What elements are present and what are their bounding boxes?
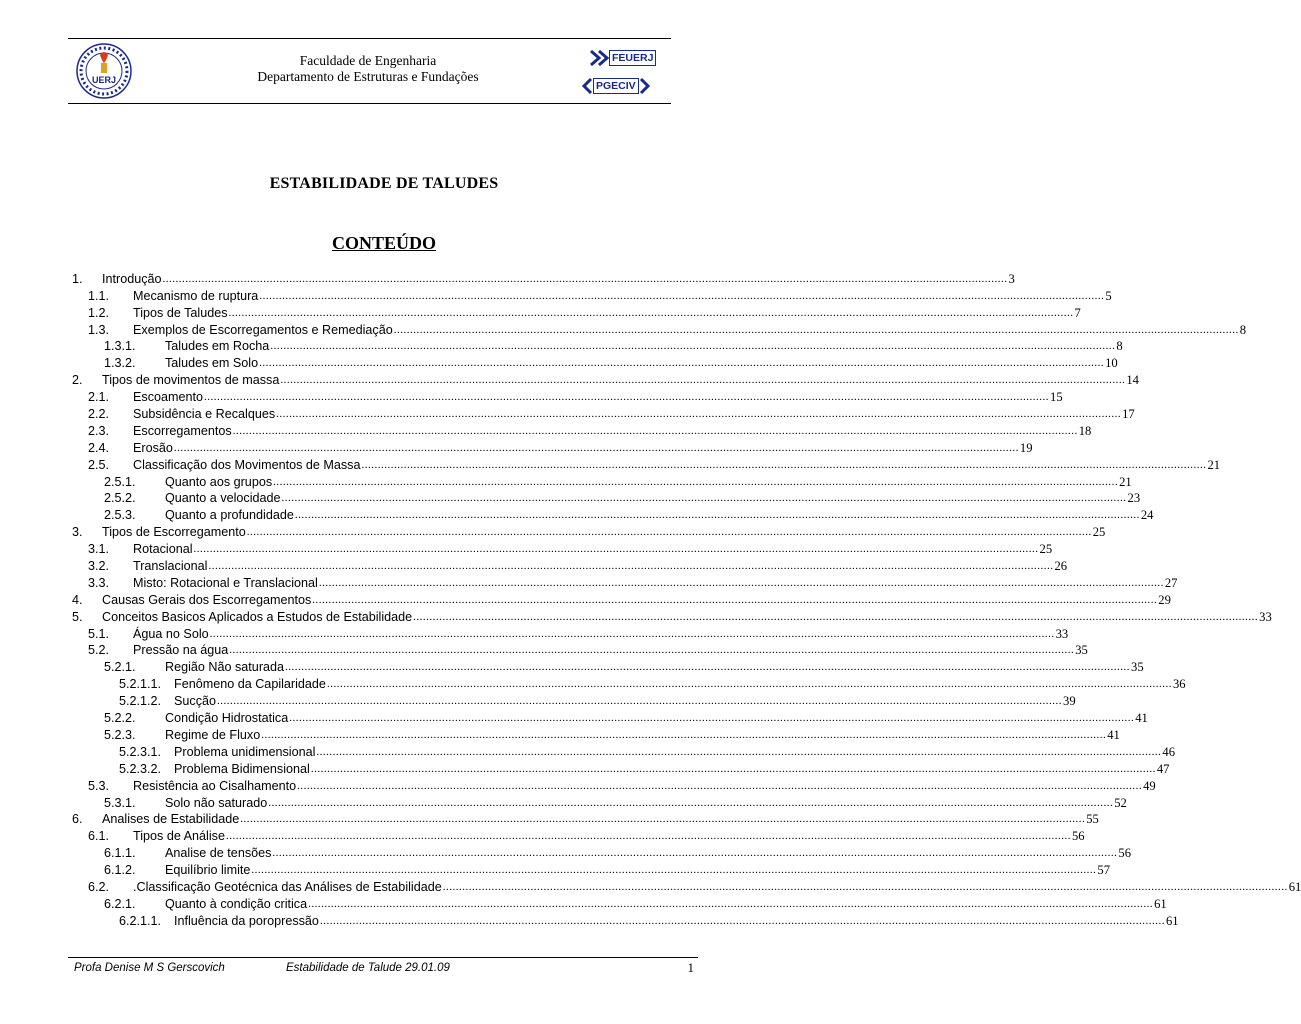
toc-dot-leader: .................................................................................................................................................................................................................................................................... <box>259 289 1105 302</box>
toc-entry-title: .Classificação Geotécnica das Análises de Estabilidade <box>133 879 442 894</box>
toc-dot-leader: .................................................................................................................................................................................................................................................................... <box>272 847 1118 860</box>
toc-entry-title: Causas Gerais dos Escorregamentos <box>102 592 312 607</box>
toc-entry-title: Quanto aos grupos <box>165 474 273 489</box>
toc-entry-number: 2.5. <box>88 457 110 472</box>
toc-entry-page: 8 <box>1116 339 1123 354</box>
toc-entry-title: Exemplos de Escorregamentos e Remediação <box>133 322 393 337</box>
toc-entry-page: 35 <box>1075 643 1088 658</box>
toc-entry-number: 1. <box>72 271 83 286</box>
toc-entry-number: 5.2.1.1. <box>119 677 162 692</box>
toc-entry[interactable] <box>72 642 1088 659</box>
toc-entry-title: Rotacional <box>133 542 193 557</box>
toc-entry[interactable] <box>72 338 1123 355</box>
page-footer <box>68 957 698 978</box>
toc-dot-leader: .................................................................................................................................................................................................................................................................... <box>281 492 1127 505</box>
pgeciv-label: PGECIV <box>593 78 639 94</box>
toc-entry-number: 5.2.1. <box>104 660 136 675</box>
toc-entry[interactable] <box>72 506 1154 523</box>
document-title: ESTABILIDADE DE TALUDES <box>269 175 499 192</box>
toc-entry[interactable] <box>72 574 1178 591</box>
toc-entry-page: 56 <box>1118 846 1132 861</box>
toc-dot-leader: .................................................................................................................................................................................................................................................................... <box>259 357 1105 370</box>
toc-entry-title: Influência da poropressão <box>174 913 319 928</box>
toc-entry[interactable] <box>72 794 1127 811</box>
toc-entry-page: 23 <box>1127 491 1141 506</box>
toc-dot-leader: .................................................................................................................................................................................................................................................................... <box>393 323 1239 336</box>
toc-entry-title: Quanto à condição critica <box>165 896 308 911</box>
toc-dot-leader: .................................................................................................................................................................................................................................................................... <box>193 543 1039 556</box>
toc-entry-number: 2.5.3. <box>104 508 136 523</box>
pgeciv-logo <box>581 75 651 97</box>
toc-entry[interactable] <box>72 844 1132 861</box>
toc-entry-page: 33 <box>1259 609 1272 624</box>
toc-entry-page: 27 <box>1164 575 1178 590</box>
toc-entry-page: 24 <box>1140 508 1154 523</box>
feuerj-logo <box>589 47 656 69</box>
toc-entry-page: 7 <box>1074 305 1081 320</box>
toc-entry-page: 41 <box>1135 711 1148 726</box>
toc-entry-number: 6.1. <box>88 829 110 844</box>
toc-entry-page: 3 <box>1008 271 1015 286</box>
toc-entry-page: 39 <box>1063 694 1076 709</box>
toc-entry-title: Tipos de Taludes <box>133 305 228 320</box>
toc-entry-title: Taludes em Rocha <box>165 339 270 354</box>
toc-entry[interactable] <box>72 523 1106 540</box>
toc-dot-leader: .................................................................................................................................................................................................................................................................... <box>261 728 1107 741</box>
toc-entry-number: 6.2.1.1. <box>119 913 162 928</box>
toc-entry-page: 26 <box>1054 559 1068 574</box>
toc-entry-page: 55 <box>1086 812 1099 827</box>
toc-entry-number: 3.2. <box>88 559 110 574</box>
toc-entry-number: 1.3.2. <box>104 356 136 371</box>
toc-entry-page: 25 <box>1039 542 1053 557</box>
toc-entry-page: 25 <box>1092 525 1106 540</box>
toc-dot-leader: .................................................................................................................................................................................................................................................................... <box>268 796 1114 809</box>
toc-entry[interactable] <box>72 895 1167 912</box>
toc-entry-title: Quanto a velocidade <box>165 491 281 506</box>
toc-entry-title: Problema unidimensional <box>174 744 316 759</box>
toc-entry-page: 46 <box>1162 744 1176 759</box>
toc-entry-number: 6.1.2. <box>104 863 136 878</box>
toc-entry-number: 6.2. <box>88 879 110 894</box>
toc-dot-leader: .................................................................................................................................................................................................................................................................... <box>228 306 1074 319</box>
toc-entry-number: 1.3.1. <box>104 339 136 354</box>
toc-entry-title: Tipos de movimentos de massa <box>102 373 280 388</box>
toc-entry-title: Problema Bidimensional <box>174 761 310 776</box>
toc-entry[interactable] <box>72 878 1301 895</box>
toc-entry[interactable] <box>72 388 1063 405</box>
toc-dot-leader: .................................................................................................................................................................................................................................................................... <box>285 661 1131 674</box>
toc-entry-number: 5.2.3.2. <box>119 761 162 776</box>
toc-entry-number: 6. <box>72 812 83 827</box>
toc-entry[interactable] <box>72 371 1139 388</box>
toc-entry-number: 3.3. <box>88 575 110 590</box>
svg-text:UERJ: UERJ <box>91 75 117 85</box>
toc-entry-page: 18 <box>1078 423 1092 438</box>
toc-entry-page: 41 <box>1107 727 1120 742</box>
toc-entry-page: 17 <box>1122 407 1135 422</box>
toc-entry-title: Pressão na água <box>133 643 229 658</box>
toc-entry-number: 1.1. <box>88 288 110 303</box>
toc-entry[interactable] <box>72 270 1015 287</box>
toc-entry[interactable] <box>72 861 1110 878</box>
toc-entry[interactable] <box>72 321 1246 338</box>
uerj-seal-logo <box>68 41 138 101</box>
toc-dot-leader: .................................................................................................................................................................................................................................................................... <box>310 762 1156 775</box>
toc-entry-page: 36 <box>1172 677 1186 692</box>
toc-dot-leader: .................................................................................................................................................................................................................................................................... <box>229 644 1075 657</box>
toc-entry[interactable] <box>72 304 1081 321</box>
toc-entry-title: Condição Hidrostatica <box>165 711 289 726</box>
toc-entry-number: 2.4. <box>88 440 110 455</box>
toc-entry[interactable] <box>72 692 1076 709</box>
toc-dot-leader: .................................................................................................................................................................................................................................................................... <box>173 441 1019 454</box>
toc-entry-number: 2. <box>72 373 83 388</box>
toc-entry-title: Resistência ao Cisalhamento <box>133 778 297 793</box>
toc-entry-number: 2.5.2. <box>104 491 136 506</box>
toc-entry-title: Solo não saturado <box>165 795 268 810</box>
toc-entry[interactable] <box>72 354 1118 371</box>
toc-entry-number: 1.3. <box>88 322 110 337</box>
table-of-contents <box>72 270 1301 929</box>
toc-entry[interactable] <box>72 709 1148 726</box>
toc-entry-page: 33 <box>1055 626 1069 641</box>
toc-entry[interactable] <box>72 405 1135 422</box>
toc-entry-number: 1.2. <box>88 305 110 320</box>
toc-entry-title: Introdução <box>102 271 162 286</box>
toc-entry-page: 5 <box>1105 288 1112 303</box>
toc-entry-title: Analises de Estabilidade <box>102 812 240 827</box>
toc-entry-number: 2.5.1. <box>104 474 136 489</box>
toc-entry[interactable] <box>72 439 1033 456</box>
toc-entry-title: Escoamento <box>133 390 204 405</box>
toc-entry-number: 4. <box>72 592 83 607</box>
toc-entry-title: Erosão <box>133 440 173 455</box>
toc-entry[interactable] <box>72 827 1085 844</box>
toc-entry-page: 8 <box>1239 322 1246 337</box>
toc-dot-leader: .................................................................................................................................................................................................................................................................... <box>318 576 1164 589</box>
toc-entry-title: Analise de tensões <box>165 846 272 861</box>
toc-entry-title: Subsidência e Recalques <box>133 407 276 422</box>
toc-entry-title: Água no Solo <box>133 626 209 641</box>
toc-entry[interactable] <box>72 726 1120 743</box>
toc-dot-leader: .................................................................................................................................................................................................................................................................... <box>251 864 1097 877</box>
toc-entry[interactable] <box>72 811 1099 828</box>
toc-dot-leader: .................................................................................................................................................................................................................................................................... <box>208 560 1054 573</box>
toc-entry[interactable] <box>72 912 1179 929</box>
toc-dot-leader: .................................................................................................................................................................................................................................................................... <box>289 712 1135 725</box>
toc-entry-number: 2.1. <box>88 390 110 405</box>
toc-entry-number: 5. <box>72 609 83 624</box>
footer-author: Profa Denise M S Gerscovich <box>74 962 225 974</box>
toc-entry[interactable] <box>72 540 1053 557</box>
toc-dot-leader: .................................................................................................................................................................................................................................................................... <box>442 880 1288 893</box>
toc-dot-leader: .................................................................................................................................................................................................................................................................... <box>204 391 1050 404</box>
toc-entry[interactable] <box>72 287 1112 304</box>
toc-entry[interactable] <box>72 760 1170 777</box>
toc-entry-number: 5.2.3. <box>104 727 136 742</box>
toc-entry-page: 10 <box>1105 356 1118 371</box>
toc-entry-page: 61 <box>1165 913 1179 928</box>
toc-entry[interactable] <box>72 557 1068 574</box>
toc-entry-title: Classificação dos Movimentos de Massa <box>133 457 361 472</box>
toc-entry-page: 14 <box>1126 373 1139 388</box>
toc-entry-page: 61 <box>1154 896 1167 911</box>
toc-entry-number: 5.2.3.1. <box>119 744 162 759</box>
feuerj-label: FEUERJ <box>609 50 656 66</box>
toc-entry[interactable] <box>72 473 1132 490</box>
page-header <box>68 38 671 104</box>
toc-entry-page: 52 <box>1114 795 1127 810</box>
toc-dot-leader: .................................................................................................................................................................................................................................................................... <box>270 340 1116 353</box>
toc-entry-page: 21 <box>1207 457 1221 472</box>
footer-document: Estabilidade de Talude 29.01.09 <box>286 962 450 974</box>
toc-dot-leader: .................................................................................................................................................................................................................................................................... <box>246 526 1092 539</box>
toc-dot-leader: .................................................................................................................................................................................................................................................................... <box>240 813 1086 826</box>
toc-entry-title: Misto: Rotacional e Translacional <box>133 575 318 590</box>
toc-entry[interactable] <box>72 422 1092 439</box>
toc-entry-title: Translacional <box>133 559 208 574</box>
toc-dot-leader: .................................................................................................................................................................................................................................................................... <box>312 593 1158 606</box>
toc-dot-leader: .................................................................................................................................................................................................................................................................... <box>276 408 1122 421</box>
toc-entry-number: 5.3.1. <box>104 795 136 810</box>
toc-entry-title: Quanto a profundidade <box>165 508 294 523</box>
toc-dot-leader: .................................................................................................................................................................................................................................................................... <box>217 695 1063 708</box>
toc-entry-number: 2.2. <box>88 407 110 422</box>
toc-heading: CONTEÚDO <box>331 233 436 253</box>
toc-entry[interactable] <box>72 608 1272 625</box>
toc-dot-leader: .................................................................................................................................................................................................................................................................... <box>297 779 1143 792</box>
pgeciv-right-arrow-icon <box>639 77 651 95</box>
pgeciv-left-arrow-icon <box>581 77 593 95</box>
toc-entry-number: 5.1. <box>88 626 110 641</box>
toc-entry-title: Tipos de Análise <box>133 829 225 844</box>
toc-entry-number: 5.2. <box>88 643 110 658</box>
toc-dot-leader: .................................................................................................................................................................................................................................................................... <box>280 374 1126 387</box>
toc-entry[interactable] <box>72 591 1171 608</box>
toc-dot-leader: .................................................................................................................................................................................................................................................................... <box>319 914 1165 927</box>
toc-entry-title: Taludes em Solo <box>165 356 259 371</box>
toc-entry-number: 3.1. <box>88 542 110 557</box>
program-logos <box>579 43 665 99</box>
toc-entry-page: 35 <box>1131 660 1144 675</box>
toc-dot-leader: .................................................................................................................................................................................................................................................................... <box>326 678 1172 691</box>
toc-entry-title: Sucção <box>174 694 217 709</box>
toc-entry[interactable] <box>72 743 1176 760</box>
toc-entry-page: 49 <box>1143 778 1156 793</box>
toc-entry[interactable] <box>72 456 1221 473</box>
toc-entry-title: Conceitos Basicos Aplicados a Estudos de Estabilidade <box>102 609 413 624</box>
toc-entry-number: 6.1.1. <box>104 846 136 861</box>
toc-dot-leader: .................................................................................................................................................................................................................................................................... <box>232 424 1078 437</box>
toc-entry-title: Fenômeno da Capilaridade <box>174 677 326 692</box>
toc-entry-number: 5.2.1.2. <box>119 694 162 709</box>
toc-entry-title: Tipos de Escorregamento <box>102 525 246 540</box>
toc-dot-leader: .................................................................................................................................................................................................................................................................... <box>308 897 1154 910</box>
toc-entry[interactable] <box>72 658 1144 675</box>
toc-entry-title: Equilíbrio limite <box>165 863 251 878</box>
toc-entry-number: 5.3. <box>88 778 110 793</box>
toc-dot-leader: .................................................................................................................................................................................................................................................................... <box>209 627 1055 640</box>
header-institution <box>158 53 578 85</box>
toc-entry-page: 56 <box>1071 829 1085 844</box>
toc-entry-page: 19 <box>1019 440 1033 455</box>
toc-entry-number: 6.2.1. <box>104 896 136 911</box>
toc-dot-leader: .................................................................................................................................................................................................................................................................... <box>294 509 1140 522</box>
toc-entry[interactable] <box>72 490 1141 507</box>
toc-dot-leader: .................................................................................................................................................................................................................................................................... <box>225 830 1071 843</box>
feuerj-emblem-icon <box>589 49 609 67</box>
toc-entry-page: 29 <box>1158 592 1171 607</box>
toc-entry[interactable] <box>72 625 1069 642</box>
toc-entry-number: 2.3. <box>88 423 110 438</box>
toc-entry[interactable] <box>72 675 1186 692</box>
toc-dot-leader: .................................................................................................................................................................................................................................................................... <box>361 458 1207 471</box>
toc-dot-leader: .................................................................................................................................................................................................................................................................... <box>316 745 1162 758</box>
toc-dot-leader: .................................................................................................................................................................................................................................................................... <box>162 272 1008 285</box>
toc-entry-number: 3. <box>72 525 83 540</box>
department-name: Departamento de Estruturas e Fundações <box>257 69 479 84</box>
faculty-name: Faculdade de Engenharia <box>299 53 437 68</box>
toc-entry-page: 15 <box>1050 390 1063 405</box>
toc-entry-page: 57 <box>1097 863 1110 878</box>
toc-entry[interactable] <box>72 777 1156 794</box>
toc-entry-title: Região Não saturada <box>165 660 285 675</box>
footer-page-number: 1 <box>687 960 694 975</box>
toc-entry-title: Regime de Fluxo <box>165 727 261 742</box>
toc-dot-leader: .................................................................................................................................................................................................................................................................... <box>413 610 1259 623</box>
toc-entry-page: 47 <box>1156 761 1170 776</box>
toc-dot-leader: .................................................................................................................................................................................................................................................................... <box>273 475 1119 488</box>
toc-entry-page: 21 <box>1119 474 1132 489</box>
toc-entry-title: Escorregamentos <box>133 423 232 438</box>
toc-entry-title: Mecanismo de ruptura <box>133 288 259 303</box>
toc-entry-page: 61 <box>1288 879 1301 894</box>
toc-entry-number: 5.2.2. <box>104 711 136 726</box>
